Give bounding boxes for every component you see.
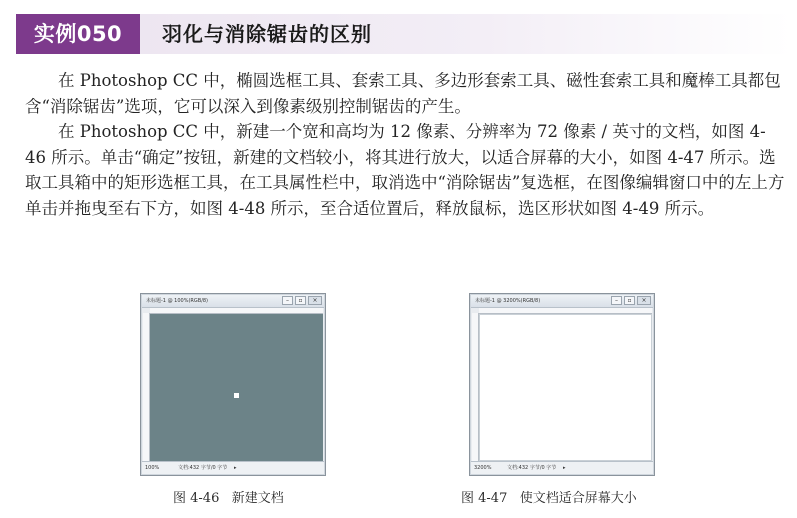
restore-button[interactable]: ▫	[624, 296, 635, 305]
document-canvas[interactable]	[479, 314, 652, 461]
minimize-button[interactable]: –	[611, 296, 622, 305]
figure-new-document-window	[140, 293, 326, 476]
window-titlebar[interactable]	[471, 295, 653, 308]
figure-caption-4-46: 图 4-46 新建文档	[173, 491, 284, 506]
section-header	[16, 14, 792, 54]
example-number-badge: 实例050	[16, 14, 140, 54]
zoom-level[interactable]: 3200%	[474, 465, 492, 471]
vertical-ruler	[143, 313, 150, 461]
window-controls	[611, 296, 651, 306]
status-bar	[142, 461, 324, 474]
status-menu-arrow-icon[interactable]: ▸	[234, 465, 237, 471]
close-button[interactable]: ×	[637, 296, 651, 305]
section-title: 羽化与消除锯齿的区别	[162, 22, 372, 46]
minimize-button[interactable]: –	[282, 296, 293, 305]
window-title: 未标题-1 @ 3200%(RGB/8)	[475, 298, 541, 304]
vertical-ruler	[472, 313, 479, 461]
document-size-info: 文档:432 字节/0 字节	[178, 465, 228, 471]
window-title: 未标题-1 @ 100%(RGB/8)	[146, 298, 209, 304]
status-bar	[471, 461, 653, 474]
paragraph-2: 在 Photoshop CC 中，新建一个宽和高均为 12 像素、分辨率为 72 像素 / 英寸的文档，如图 4-46 所示。单击“确定”按钮，新建的文档较小，将其进行放大，以适合屏幕的大小，如图 4-47 所示。选取工具箱中的矩形选框工具，在工具属性栏中，取消选中“消除锯齿”复选框，在图像编辑窗口中的左上方单击并拖曳至右下方，如图 4-48 所示，至合适位置后，释放鼠标，选区形状如图 4-49 所示。	[25, 122, 785, 218]
close-button[interactable]: ×	[308, 296, 322, 305]
status-menu-arrow-icon[interactable]: ▸	[563, 465, 566, 471]
figure-caption-4-47: 图 4-47 使文档适合屏幕大小	[461, 491, 637, 506]
zoom-level[interactable]: 100%	[145, 465, 160, 471]
figure-fit-screen-window	[469, 293, 655, 476]
body-text	[25, 68, 785, 222]
window-titlebar[interactable]	[142, 295, 324, 308]
window-controls	[282, 296, 322, 306]
document-pixels	[234, 393, 239, 398]
paragraph-1: 在 Photoshop CC 中，椭圆选框工具、套索工具、多边形套索工具、磁性套索工具和魔棒工具都包含“消除锯齿”选项，它可以深入到像素级别控制锯齿的产生。	[25, 71, 781, 116]
document-canvas[interactable]	[150, 314, 323, 461]
document-size-info: 文档:432 字节/0 字节	[507, 465, 557, 471]
restore-button[interactable]: ▫	[295, 296, 306, 305]
